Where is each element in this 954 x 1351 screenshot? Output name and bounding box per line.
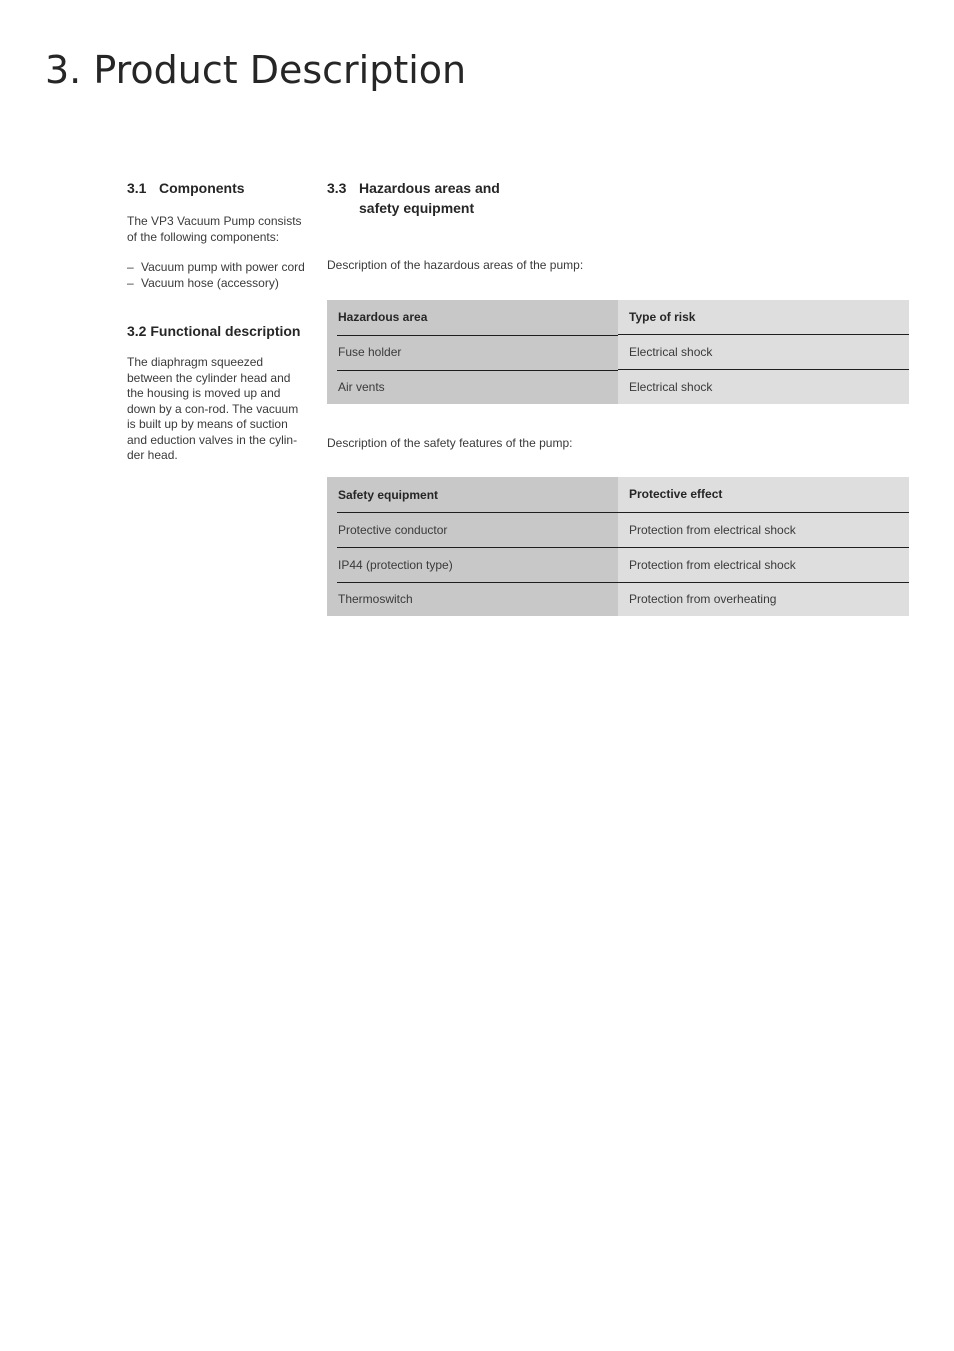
section-3-2-text: The diaphragm squeezed between the cylinder head and the housing is moved up and down by a con-rod. The vacuum is built up by means of suction and eduction valves in the cylin-der head.	[127, 355, 299, 462]
table-row	[327, 582, 909, 616]
hazard-table	[327, 300, 909, 404]
table-row	[327, 370, 909, 404]
list-item-text: Vacuum pump with power cord	[141, 260, 305, 274]
list-dash: –	[127, 275, 134, 290]
table-header-cell: Type of risk	[618, 300, 909, 335]
table-row	[327, 335, 909, 370]
table-cell: Fuse holder	[327, 335, 618, 370]
section-3-3-title-line2: safety equipment	[359, 200, 475, 216]
table-row	[327, 512, 909, 547]
safety-intro-text: Description of the safety features of the pump:	[327, 435, 573, 450]
table-cell: Protection from electrical shock	[618, 512, 909, 547]
page-title: 3. Product Description	[45, 48, 467, 92]
table-header-row	[327, 477, 909, 512]
right-column	[327, 178, 909, 616]
table-cell: Electrical shock	[618, 370, 909, 404]
section-3-1-title: Components	[159, 180, 245, 196]
table-header-cell: Safety equipment	[327, 477, 618, 512]
table-cell: Thermoswitch	[327, 582, 618, 616]
table-header-cell: Hazardous area	[327, 300, 618, 335]
list-dash: –	[127, 260, 134, 274]
section-3-3-heading	[327, 178, 909, 218]
components-list	[127, 260, 309, 291]
table-cell: Protective conductor	[327, 512, 618, 547]
list-item	[127, 260, 309, 276]
left-column	[127, 178, 309, 464]
table-header-cell: Protective effect	[618, 477, 909, 512]
table-cell: Air vents	[327, 370, 618, 404]
table-header-row	[327, 300, 909, 335]
hazard-intro-text: Description of the hazardous areas of the pump:	[327, 258, 584, 272]
list-item	[127, 276, 309, 292]
section-3-1-heading	[127, 178, 309, 198]
safety-table	[327, 477, 909, 616]
section-3-1-text: The VP3 Vacuum Pump consists of the following components:	[127, 214, 302, 244]
section-3-1-number: 3.1	[127, 180, 147, 196]
section-3-2-heading: 3.2 Functional description	[127, 323, 301, 339]
table-cell: Protection from electrical shock	[618, 547, 909, 582]
list-item-text: Vacuum hose (accessory)	[141, 275, 279, 290]
table-cell: Protection from overheating	[618, 582, 909, 616]
section-3-3-title-line1: Hazardous areas and	[359, 180, 500, 196]
table-cell: Electrical shock	[618, 335, 909, 370]
table-cell: IP44 (protection type)	[327, 547, 618, 582]
table-row	[327, 547, 909, 582]
section-3-3-number: 3.3	[327, 180, 347, 196]
